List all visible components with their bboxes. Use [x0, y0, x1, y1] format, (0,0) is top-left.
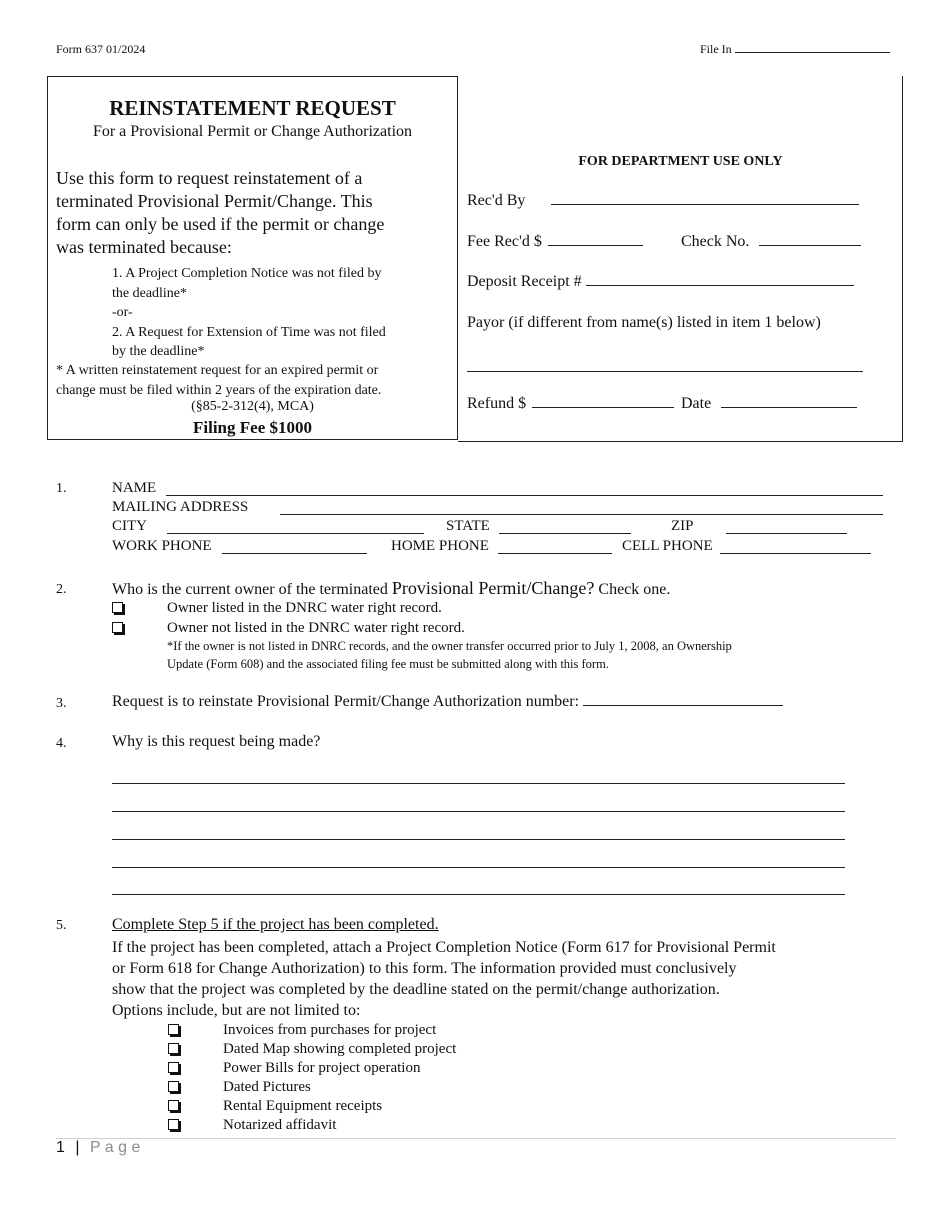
option-checkbox[interactable]	[168, 1081, 179, 1092]
list-item[interactable]	[168, 1078, 456, 1097]
section-2-number: 2.	[56, 582, 67, 597]
owner-listed-option[interactable]	[112, 600, 123, 617]
page-number: 1	[56, 1139, 65, 1156]
list-item[interactable]	[168, 1059, 456, 1078]
fee-recd-field[interactable]	[467, 233, 643, 251]
file-in-blank[interactable]	[735, 51, 890, 53]
footer-divider	[56, 1138, 896, 1139]
state-blank[interactable]	[499, 533, 631, 534]
home-phone-label: HOME PHONE	[391, 538, 489, 554]
reason-1-line: 1. A Project Completion Notice was not filed by	[112, 266, 382, 281]
body-line: show that the project was completed by the deadline stated on the permit/change authorization.	[112, 981, 720, 998]
form-title: REINSTATEMENT REQUEST	[109, 96, 396, 120]
reason-1-line: the deadline*	[112, 285, 188, 301]
option-checkbox[interactable]	[168, 1024, 179, 1035]
owner-listed-label: Owner listed in the DNRC water right record.	[167, 600, 442, 616]
owner-question-part: Check one.	[594, 581, 671, 598]
reason-answer-line[interactable]	[112, 783, 845, 784]
city-blank[interactable]	[167, 533, 424, 534]
reason-answer-line[interactable]	[112, 839, 845, 840]
name-label: NAME	[112, 480, 157, 496]
list-item[interactable]	[168, 1116, 456, 1135]
section-4-number: 4.	[56, 736, 67, 751]
date-label: Date	[681, 395, 712, 412]
section-5-number: 5.	[56, 918, 67, 933]
department-use-box	[458, 76, 903, 442]
dept-use-title: FOR DEPARTMENT USE ONLY	[578, 154, 783, 169]
list-item[interactable]	[168, 1097, 456, 1116]
option-checkbox[interactable]	[168, 1100, 179, 1111]
evidence-options-list	[168, 1021, 456, 1135]
cell-phone-blank[interactable]	[720, 553, 871, 554]
recd-by-label: Rec'd By	[467, 192, 526, 209]
statute-reference: (§85-2-312(4), MCA)	[191, 399, 314, 414]
fee-recd-label: Fee Rec'd $	[467, 233, 542, 250]
owner-not-listed-option[interactable]	[112, 620, 123, 637]
body-line: or Form 618 for Change Authorization) to this form. The information provided must conclusively	[112, 960, 737, 977]
intro-desc-line: form can only be used if the permit or change	[56, 214, 385, 234]
form-id: Form 637 01/2024	[56, 42, 146, 56]
list-item[interactable]	[168, 1021, 456, 1040]
permit-number-blank[interactable]	[583, 704, 783, 706]
intro-description	[56, 167, 384, 259]
cell-phone-label: CELL PHONE	[622, 538, 713, 554]
owner-question-part: Who is the current owner of the terminated	[112, 581, 392, 598]
owner-not-listed-checkbox[interactable]	[112, 622, 123, 633]
section-3-number: 3.	[56, 696, 67, 711]
intro-desc-line: was terminated because:	[56, 237, 232, 257]
refund-label: Refund $	[467, 395, 527, 412]
option-checkbox[interactable]	[168, 1062, 179, 1073]
deposit-receipt-blank[interactable]	[586, 284, 854, 286]
mailing-address-label: MAILING ADDRESS	[112, 499, 249, 515]
owner-question	[112, 578, 670, 599]
termination-reasons	[112, 264, 386, 362]
check-no-label: Check No.	[681, 233, 750, 250]
reason-2-line: by the deadline*	[112, 344, 205, 359]
option-label: Invoices from purchases for project	[223, 1022, 437, 1038]
body-line: Options include, but are not limited to:	[112, 1002, 361, 1019]
home-phone-blank[interactable]	[498, 553, 612, 554]
option-label: Dated Pictures	[223, 1079, 311, 1095]
owner-question-emphasis: Provisional Permit/Change?	[391, 578, 595, 598]
owner-listed-checkbox[interactable]	[112, 602, 123, 613]
reason-answer-line[interactable]	[112, 811, 845, 812]
option-label: Dated Map showing completed project	[223, 1041, 457, 1057]
note-line: Update (Form 608) and the associated filing fee must be submitted along with this form.	[167, 656, 609, 671]
list-item[interactable]	[168, 1040, 456, 1059]
ownership-update-note	[167, 638, 732, 673]
option-label: Rental Equipment receipts	[223, 1098, 383, 1114]
zip-blank[interactable]	[726, 533, 847, 534]
recd-by-field[interactable]	[467, 192, 859, 210]
payor-blank[interactable]	[467, 371, 863, 372]
reason-2-line: 2. A Request for Extension of Time was not filed	[112, 324, 386, 340]
payor-label: Payor (if different from name(s) listed in item 1 below)	[467, 314, 821, 331]
file-in-label: File In	[700, 42, 732, 56]
work-phone-label: WORK PHONE	[112, 538, 212, 554]
option-label: Power Bills for project operation	[223, 1060, 421, 1076]
expiration-note	[56, 361, 381, 400]
zip-label: ZIP	[671, 518, 694, 534]
option-checkbox[interactable]	[168, 1119, 179, 1130]
note-line: * A written reinstatement request for an expired permit or	[56, 363, 379, 378]
section-5-heading: Complete Step 5 if the project has been completed.	[112, 916, 439, 933]
body-line: If the project has been completed, attach a Project Completion Notice (Form 617 for Provisional Permit	[112, 939, 776, 956]
recd-by-blank[interactable]	[551, 203, 859, 205]
city-label: CITY	[112, 518, 147, 534]
intro-desc-line: terminated Provisional Permit/Change. This	[56, 191, 373, 211]
filing-fee: Filing Fee $1000	[193, 418, 312, 437]
option-label: Notarized affidavit	[223, 1117, 337, 1133]
reason-answer-line[interactable]	[112, 867, 845, 868]
refund-blank[interactable]	[532, 406, 674, 408]
name-blank[interactable]	[166, 495, 883, 496]
page-footer	[56, 1139, 140, 1157]
date-blank[interactable]	[721, 406, 857, 408]
check-no-field[interactable]	[681, 233, 861, 251]
deposit-receipt-label: Deposit Receipt #	[467, 273, 582, 290]
refund-field[interactable]	[467, 395, 674, 413]
check-no-blank[interactable]	[759, 244, 861, 246]
mailing-address-blank[interactable]	[280, 514, 883, 515]
reason-answer-line[interactable]	[112, 894, 845, 895]
or-text: -or-	[112, 305, 133, 320]
intro-desc-line: Use this form to request reinstatement of a	[56, 168, 363, 188]
note-line: change must be filed within 2 years of the expiration date.	[56, 382, 382, 398]
deposit-receipt-field[interactable]	[467, 273, 854, 291]
page-label: P a g e	[89, 1139, 141, 1156]
section-5-body	[112, 937, 776, 1021]
permit-number-field[interactable]	[112, 693, 783, 711]
form-subtitle: For a Provisional Permit or Change Authorization	[92, 123, 413, 140]
section-1-number: 1.	[56, 481, 67, 496]
state-label: STATE	[446, 518, 490, 534]
fee-recd-blank[interactable]	[548, 244, 643, 246]
note-line: *If the owner is not listed in DNRC records, and the owner transfer occurred prior to July 1, 2008, an Ownership	[167, 639, 732, 653]
reason-question: Why is this request being made?	[112, 733, 321, 750]
permit-number-label: Request is to reinstate Provisional Permit/Change Authorization number:	[112, 693, 580, 710]
option-checkbox[interactable]	[168, 1043, 179, 1054]
date-field[interactable]	[681, 395, 857, 413]
page-separator: |	[75, 1139, 80, 1156]
owner-not-listed-label: Owner not listed in the DNRC water right record.	[167, 620, 465, 636]
file-in-field[interactable]	[700, 42, 890, 57]
work-phone-blank[interactable]	[222, 553, 367, 554]
